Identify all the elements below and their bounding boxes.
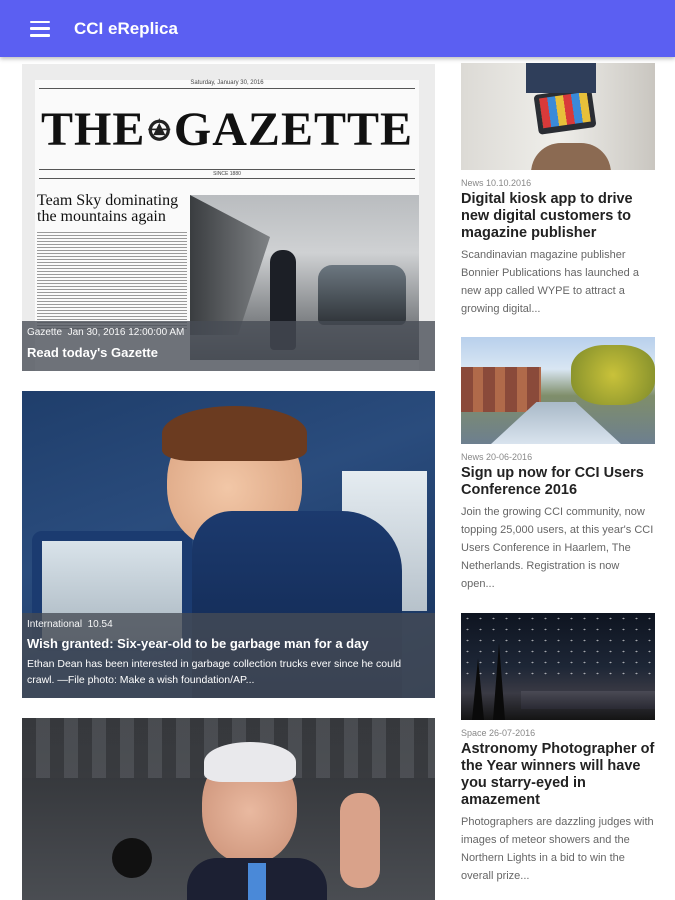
trees-right <box>571 345 655 405</box>
text-columns <box>37 230 187 330</box>
side-article-1[interactable] <box>461 63 655 318</box>
masthead <box>35 89 419 169</box>
side-article-1-meta <box>461 178 655 188</box>
side-article-2-image[interactable] <box>461 337 655 444</box>
side-article-2-meta <box>461 452 655 462</box>
speaker-tie <box>248 863 266 900</box>
side-article-3-desc: Photographers are dazzling judges with images of meteor showers and the Northern Lights in a bid to win the overall prize... <box>461 816 654 882</box>
side-article-1-title[interactable]: Digital kiosk app to drive new digital customers to magazine publisher <box>461 191 633 241</box>
side-article-3-image[interactable] <box>461 613 655 720</box>
child-hair <box>162 406 307 461</box>
car-shape <box>318 265 406 325</box>
feature-desc: Ethan Dean has been interested in garbage collection trucks ever since he could crawl. —File photo: Make a wish foundation/AP... <box>27 658 402 686</box>
houses-left <box>461 367 541 412</box>
menu-icon[interactable] <box>30 21 50 37</box>
stars-layer <box>461 613 655 683</box>
side-article-3-title[interactable]: Astronomy Photographer of the Year winners will have you starry-eyed in amazement <box>461 741 655 808</box>
gazette-date: Jan 30, 2016 12:00:00 AM <box>67 327 185 338</box>
feature-card[interactable] <box>22 391 435 698</box>
app-title: CCI eReplica <box>74 18 178 38</box>
gazette-title: Read today's Gazette <box>27 345 158 360</box>
side-article-1-date: 10.10.2016 <box>486 178 532 188</box>
speaker-hand <box>340 793 380 888</box>
side-article-3-category: Space <box>461 728 487 738</box>
gazette-meta <box>27 327 430 338</box>
person-body <box>531 143 611 170</box>
speaker-card[interactable] <box>22 718 435 900</box>
since-line: SINCE 1880 <box>39 169 415 179</box>
crest-logo <box>145 94 174 164</box>
feature-meta <box>27 619 430 630</box>
dateline: Saturday, January 30, 2016 <box>39 80 415 89</box>
feature-time: 10.54 <box>87 619 113 630</box>
lake-reflection <box>521 691 655 709</box>
app-bar <box>0 0 675 57</box>
paper-headline: Team Sky dominating the mountains again <box>37 192 179 225</box>
side-article-2[interactable] <box>461 337 655 593</box>
side-article-1-desc: Scandinavian magazine publisher Bonnier Publications has launched a new app called WYPE to attract a growing digital... <box>461 249 639 315</box>
side-article-3-meta <box>461 728 655 738</box>
side-article-3-date: 26-07-2016 <box>489 728 536 738</box>
mountain-shape <box>190 195 270 335</box>
gazette-category: Gazette <box>27 327 63 338</box>
side-article-2-category: News <box>461 452 484 462</box>
feature-title: Wish granted: Six-year-old to be garbage man for a day <box>27 636 369 651</box>
side-article-2-date: 20-06-2016 <box>486 452 533 462</box>
side-article-2-desc: Join the growing CCI community, now topping 25,000 users, at this year's CCI Users Conference in Haarlem, The Netherlands. Registration is now open... <box>461 506 654 590</box>
masthead-the: THE <box>41 102 146 156</box>
side-article-1-category: News <box>461 178 484 188</box>
speaker-hair <box>204 742 296 782</box>
side-article-2-title[interactable]: Sign up now for CCI Users Conference 2016 <box>461 465 644 498</box>
microphone <box>112 838 152 878</box>
side-article-3[interactable] <box>461 613 655 885</box>
person-legs <box>526 63 596 93</box>
masthead-gazette: GAZETTE <box>173 102 413 156</box>
gazette-card[interactable] <box>22 64 435 371</box>
gazette-overlay <box>22 321 435 371</box>
side-article-1-image[interactable] <box>461 63 655 170</box>
feature-category: International <box>27 619 83 630</box>
feature-overlay <box>22 613 435 698</box>
